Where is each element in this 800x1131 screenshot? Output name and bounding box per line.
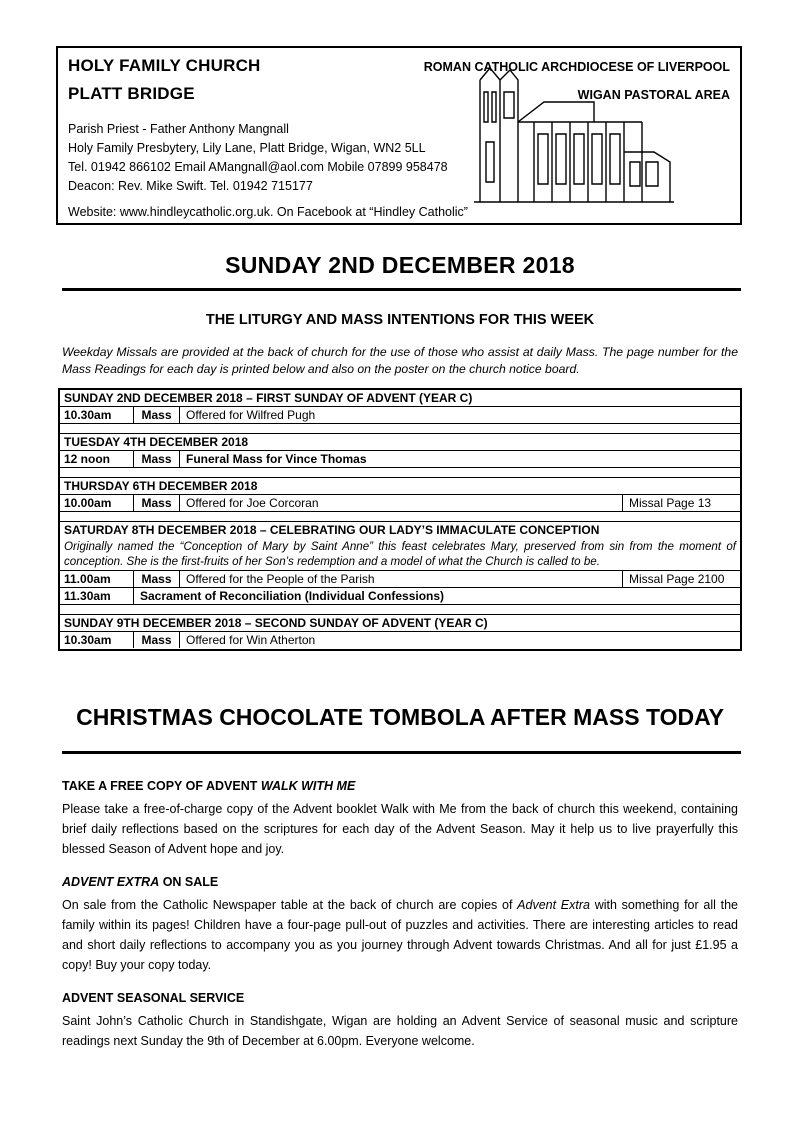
mass-row <box>60 571 740 588</box>
day-heading: SUNDAY 9TH DECEMBER 2018 – SECOND SUNDAY OF ADVENT (YEAR C) <box>60 615 740 632</box>
mass-time: 10.30am <box>60 632 134 648</box>
church-drawing-icon <box>474 62 674 210</box>
deacon-line: Deacon: Rev. Mike Swift. Tel. 01942 715177 <box>68 179 313 193</box>
church-location: PLATT BRIDGE <box>68 84 195 103</box>
mass-row <box>60 407 740 424</box>
bulletin-date-title: SUNDAY 2ND DECEMBER 2018 <box>225 252 575 278</box>
mass-row <box>60 495 740 512</box>
mass-intention: Offered for Wilfred Pugh <box>186 408 316 422</box>
heading-italic: ADVENT EXTRA <box>62 875 160 889</box>
advent-extra-section <box>62 872 738 975</box>
confession-description: Sacrament of Reconciliation (Individual Confessions) <box>140 589 445 603</box>
website-line: Website: www.hindleycatholic.org.uk. On Facebook at “Hindley Catholic” <box>68 205 468 219</box>
mass-time: 10.30am <box>60 407 134 423</box>
seasonal-service-body: Saint John’s Catholic Church in Standishgate, Wigan are holding an Advent Service of seasonal music and scripture readings next Sunday the 9th of December at 6.00pm. Everyone welcome. <box>62 1014 738 1048</box>
liturgy-heading: THE LITURGY AND MASS INTENTIONS FOR THIS WEEK <box>205 312 595 328</box>
day-heading: SATURDAY 8TH DECEMBER 2018 – CELEBRATING OUR LADY’S IMMACULATE CONCEPTION <box>64 523 600 537</box>
mass-intentions-table <box>58 388 742 651</box>
walk-with-me-heading <box>62 776 738 796</box>
service-type: Mass <box>134 632 180 648</box>
advent-extra-heading <box>62 872 738 892</box>
walk-with-me-section <box>62 776 738 859</box>
day-heading: TUESDAY 4TH DECEMBER 2018 <box>60 434 740 451</box>
pastoral-area: WIGAN PASTORAL AREA <box>577 88 730 102</box>
tombola-divider <box>62 751 741 754</box>
service-type: Mass <box>134 451 180 467</box>
service-type: Mass <box>134 571 180 587</box>
mass-intention: Funeral Mass for Vince Thomas <box>186 452 367 466</box>
missal-page: Missal Page 13 <box>622 495 740 511</box>
mass-time: 11.00am <box>60 571 134 587</box>
liturgy-intro: Weekday Missals are provided at the back of church for the use of those who assist at daily Mass. The page number for the Mass Readings for each day is printed below and also on the poster on the church notice board. <box>62 345 738 376</box>
table-spacer <box>60 468 740 478</box>
contact-details <box>68 120 448 196</box>
mass-row <box>60 451 740 468</box>
mass-row <box>60 632 740 649</box>
mass-intention: Offered for Win Atherton <box>186 633 316 647</box>
parish-priest-line: Parish Priest - Father Anthony Mangnall <box>68 122 289 136</box>
heading-text: ON SALE <box>159 875 219 889</box>
body-text: with something for all the family within its pages! Children have a four-page pull-out of puzzles and activities. There are interesting articles to read and short daily reflections to accompany you as you journey through Advent towards Christmas. And all for just £1.95 a copy! Buy your copy today. <box>62 898 738 972</box>
day-heading: SUNDAY 2ND DECEMBER 2018 – FIRST SUNDAY OF ADVENT (YEAR C) <box>60 390 740 407</box>
body-text: On sale from the Catholic Newspaper table at the back of church are copies of <box>62 898 518 912</box>
parish-header-box <box>56 46 742 225</box>
day-heading: THURSDAY 6TH DECEMBER 2018 <box>60 478 740 495</box>
body-italic: Advent Extra <box>517 898 590 912</box>
table-spacer <box>60 512 740 522</box>
advent-extra-body <box>62 895 738 975</box>
title-divider <box>62 288 741 291</box>
missal-page: Missal Page 2100 <box>622 571 740 587</box>
confession-time: 11.30am <box>60 588 134 604</box>
mass-time: 12 noon <box>60 451 134 467</box>
confession-row <box>60 588 740 605</box>
archdiocese-name: ROMAN CATHOLIC ARCHDIOCESE OF LIVERPOOL <box>423 60 730 74</box>
presbytery-address-line: Holy Family Presbytery, Lily Lane, Platt Bridge, Wigan, WN2 5LL <box>68 141 426 155</box>
seasonal-service-heading: ADVENT SEASONAL SERVICE <box>62 991 245 1005</box>
phone-email-line: Tel. 01942 866102 Email AMangnall@aol.com Mobile 07899 958478 <box>68 160 448 174</box>
service-type: Mass <box>134 407 180 423</box>
tombola-announcement: CHRISTMAS CHOCOLATE TOMBOLA AFTER MASS TODAY <box>76 704 724 730</box>
heading-italic: WALK WITH ME <box>260 779 356 793</box>
mass-intention: Offered for the People of the Parish <box>186 572 375 586</box>
heading-text: TAKE A FREE COPY OF ADVENT <box>62 779 261 793</box>
feast-note: Originally named the “Conception of Mary by Saint Anne” this feast celebrates Mary, preserved from sin from the moment of conception. She is the first-fruits of her Son’s redemption and a model of what the Church is called to be. <box>60 539 740 571</box>
church-name: HOLY FAMILY CHURCH <box>68 56 261 75</box>
seasonal-service-section <box>62 988 738 1051</box>
table-spacer <box>60 605 740 615</box>
mass-intention: Offered for Joe Corcoran <box>186 496 319 510</box>
walk-with-me-body: Please take a free-of-charge copy of the Advent booklet Walk with Me from the back of church this weekend, containing brief daily reflections based on the scriptures for each day of the Advent Season. May it help us to live prayerfully this blessed Season of Advent hope and joy. <box>62 802 738 856</box>
mass-time: 10.00am <box>60 495 134 511</box>
service-type: Mass <box>134 495 180 511</box>
table-spacer <box>60 424 740 434</box>
